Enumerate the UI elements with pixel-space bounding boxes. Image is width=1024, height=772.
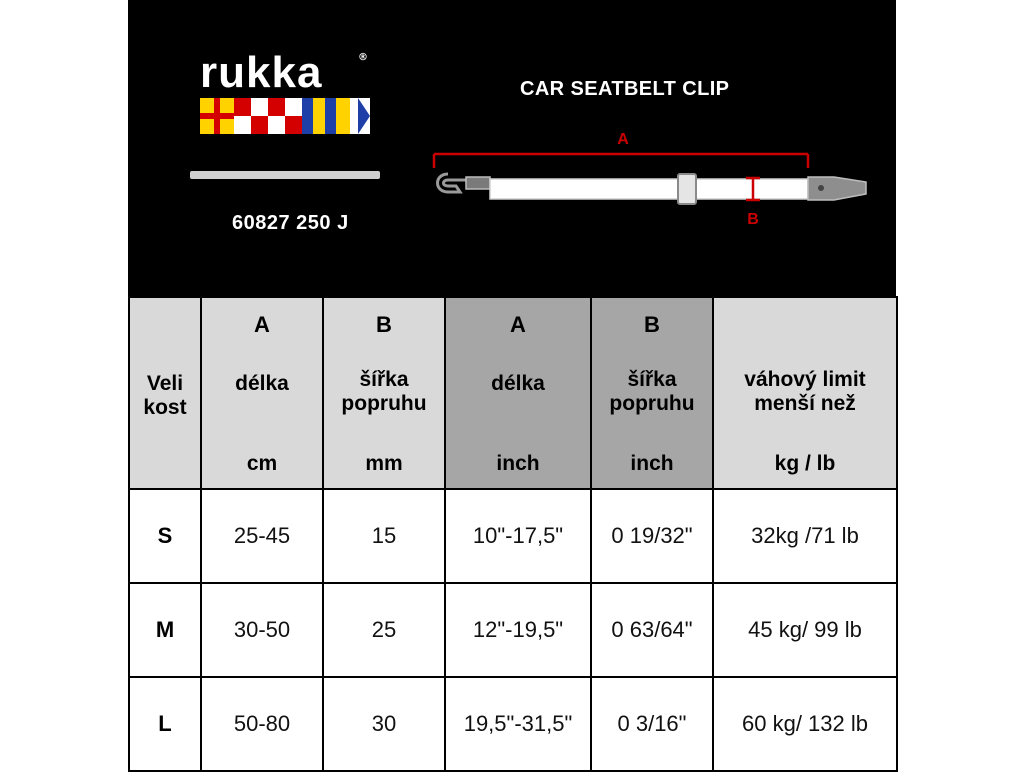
column-letter: B xyxy=(644,312,660,337)
column-header-3 xyxy=(445,297,591,489)
table-cell: 19,5"-31,5" xyxy=(445,677,591,771)
column-unit: kg / lb xyxy=(774,452,836,475)
table-cell: 60 kg/ 132 lb xyxy=(713,677,897,771)
column-unit: inch xyxy=(630,452,674,475)
column-header-1 xyxy=(201,297,323,489)
table-cell: 30 xyxy=(323,677,445,771)
column-name: délka xyxy=(235,372,289,395)
column-unit: mm xyxy=(365,452,403,475)
dimension-b-label: B xyxy=(747,211,759,228)
table-row xyxy=(129,583,897,677)
table-row xyxy=(129,677,897,771)
clip-hook-icon xyxy=(438,174,491,192)
table-row xyxy=(129,489,897,583)
column-header-2 xyxy=(323,297,445,489)
flags-icon xyxy=(200,98,370,134)
table-cell: 12"-19,5" xyxy=(445,583,591,677)
table-cell: 25 xyxy=(323,583,445,677)
size-label: S xyxy=(129,489,201,583)
table-cell: 50-80 xyxy=(201,677,323,771)
seatbelt-clip-diagram xyxy=(426,122,886,252)
table-cell: 0 3/16" xyxy=(591,677,713,771)
column-unit: cm xyxy=(246,452,278,475)
strap-buckle xyxy=(678,174,696,204)
column-name: šířka popruhu xyxy=(341,368,427,415)
dimension-a-label: A xyxy=(617,131,629,148)
column-letter: A xyxy=(254,312,270,337)
brand-logo: rukka xyxy=(200,48,323,97)
column-header-4 xyxy=(591,297,713,489)
seatbelt-tongue-icon xyxy=(808,177,866,200)
table-cell: 0 63/64" xyxy=(591,583,713,677)
registered-mark: ® xyxy=(358,52,368,63)
dimension-a-bracket xyxy=(434,154,808,168)
divider xyxy=(190,171,380,179)
size-header-label: Veli kost xyxy=(143,372,187,419)
table-cell: 30-50 xyxy=(201,583,323,677)
product-sheet xyxy=(128,0,896,768)
table-cell: 10"-17,5" xyxy=(445,489,591,583)
column-name: šířka popruhu xyxy=(609,368,695,415)
product-code: 60827 250 J xyxy=(232,212,349,234)
table-cell: 45 kg/ 99 lb xyxy=(713,583,897,677)
column-letter: A xyxy=(510,312,526,337)
table-cell: 32kg /71 lb xyxy=(713,489,897,583)
column-header-5 xyxy=(713,297,897,489)
size-label: L xyxy=(129,677,201,771)
table-cell: 15 xyxy=(323,489,445,583)
size-table xyxy=(128,296,898,772)
table-cell: 0 19/32" xyxy=(591,489,713,583)
column-name: délka xyxy=(491,372,545,395)
table-header-row xyxy=(129,297,897,489)
column-name: váhový limit menší než xyxy=(744,368,866,415)
header xyxy=(128,0,896,296)
column-unit: inch xyxy=(496,452,540,475)
size-label: M xyxy=(129,583,201,677)
size-column-header xyxy=(129,297,201,489)
table-cell: 25-45 xyxy=(201,489,323,583)
column-letter: B xyxy=(376,312,392,337)
strap xyxy=(490,179,808,199)
product-title: CAR SEATBELT CLIP xyxy=(520,78,730,100)
